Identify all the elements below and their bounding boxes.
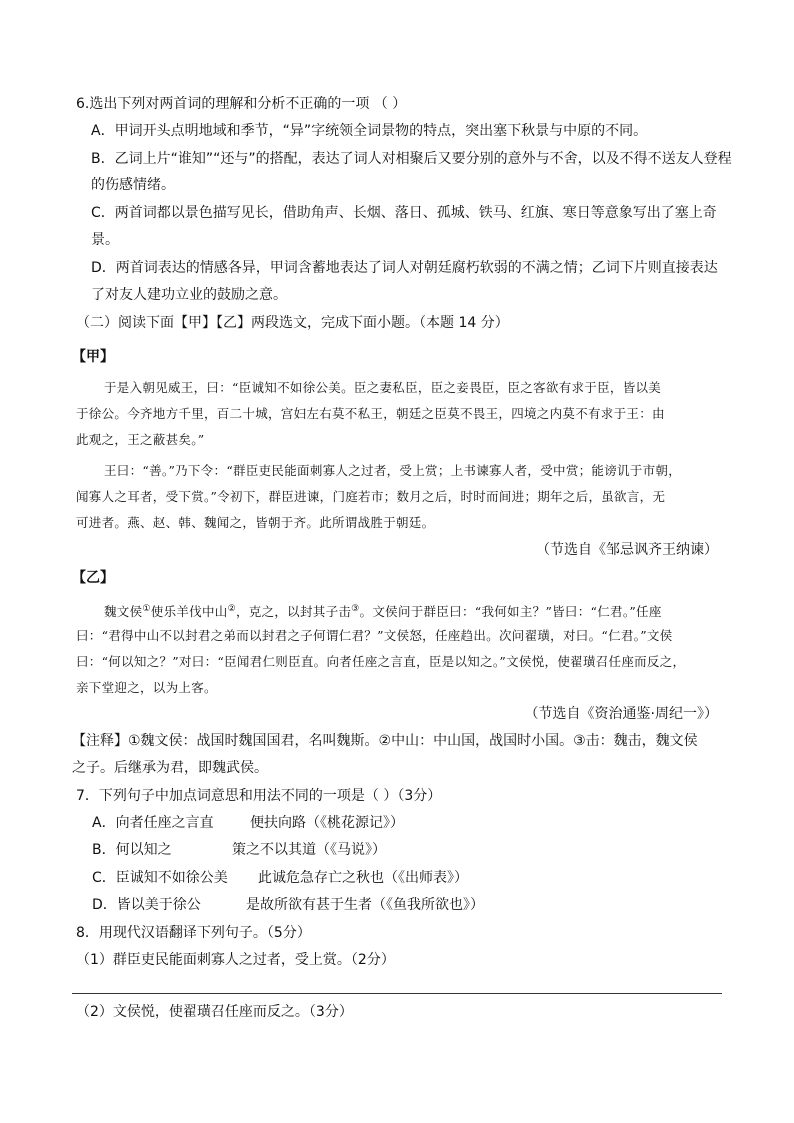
q7-option-d: D．皆以美于徐公 <box>92 897 201 913</box>
passage-yi-line: 亲下堂迎之，以为上客。 <box>76 680 217 695</box>
q6-option-c-line1: C．两首词都以景色描写见长，借助角声、长烟、落日、孤城、铁马、红旗、寒日等意象写出了塞上奇 <box>91 205 717 221</box>
passage-jia-line: 王曰：“善。”乃下令：“群臣吏民能面刺寡人之过者，受上赏；上书谏寡人者，受中赏；能谤讥于市朝， <box>104 463 682 478</box>
q8-stem: 8．用现代汉语翻译下列句子。（5分） <box>76 925 311 941</box>
note-marker-1: ① <box>142 604 151 614</box>
passage-jia-label: 【甲】 <box>72 349 114 365</box>
note-marker-3: ③ <box>351 604 360 614</box>
q7-option-c-compare: 此诚危急存亡之秋也（《出师表》） <box>258 870 468 886</box>
passage-jia-source: （节选自《邹忌讽齐王纳谏） <box>536 542 718 558</box>
note-marker-2: ② <box>227 604 236 614</box>
q8-sentence-1: （1）群臣吏民能面刺寡人之过者，受上赏。（2分） <box>76 952 395 968</box>
passage-yi-line <box>104 599 662 622</box>
q6-option-c-line2: 景。 <box>91 232 119 248</box>
q7-option-a: A．向者任座之言直 <box>92 815 214 831</box>
passage-yi-source: （节选自《资治通鉴·周纪一》） <box>524 706 718 722</box>
q7-option-d-compare: 是故所欲有甚于生者（《鱼我所欲也》） <box>246 897 484 913</box>
q6-option-b-line1: B．乙词上片“谁知”“还与”的搭配，表达了词人对相聚后又要分别的意外与不舍，以及不得不送友人登程 <box>91 151 732 167</box>
notes-line: 之子。后继承为君，即魏武侯。 <box>72 760 268 776</box>
q7-option-b: B．何以知之 <box>92 842 172 858</box>
passage-yi-label: 【乙】 <box>72 570 114 586</box>
passage-jia-line: 此观之，王之蔽甚矣。” <box>76 432 205 447</box>
passage-yi-line: 曰：“君得中山不以封君之弟而以封君之子何谓仁君？”文侯怒，任座趋出。次问翟璜，对曰。“仁君。”文侯 <box>76 628 673 643</box>
q8-sentence-2: （2）文侯悦，使翟璜召任座而反之。（3分） <box>76 1004 353 1020</box>
passage-yi-text: 。文侯问于群臣曰：“我何如主？”皆曰：“仁君。”任座 <box>359 604 662 620</box>
passage-yi-text: 使乐羊伐中山 <box>150 604 228 620</box>
notes-line: 【注释】①魏文侯：战国时魏国国君，名叫魏斯。②中山：中山国，战国时小国。③击：魏击，魏文侯 <box>72 733 698 749</box>
passage-jia-line: 于徐公。今齐地方千里，百二十城，宫妇左右莫不私王，朝廷之臣莫不畏王，四境之内莫不有求于王：由 <box>76 406 665 421</box>
q6-option-b-line2: 的伤感情绪。 <box>91 177 175 193</box>
q6-stem: 6.选出下列对两首词的理解和分析不正确的一项 （ ） <box>76 96 407 112</box>
q7-option-b-compare: 策之不以其道（《马说》） <box>232 842 386 858</box>
q7-option-a-compare: 便扶向路（《桃花源记》） <box>250 815 404 831</box>
passage-jia-line: 可进者。燕、赵、韩、魏闻之，皆朝于齐。此所谓战胜于朝廷。 <box>76 515 435 530</box>
passage-yi-line: 曰：“何以知之？”对曰：“臣闻君仁则臣直。向者任座之言直，臣是以知之。”文侯悦，使翟璜召任座而反之， <box>76 654 686 669</box>
q7-option-c: C．臣诚知不如徐公美 <box>92 870 228 886</box>
q6-option-a: A．甲词开头点明地域和季节，“异”字统领全词景物的特点，突出塞下秋景与中原的不同。 <box>91 123 648 139</box>
passage-yi-text: ，克之，以封其子击 <box>235 604 352 620</box>
passage-yi-text: 魏文侯 <box>104 604 143 620</box>
q7-stem: 7．下列句子中加点词意思和用法不同的一项是（ ）（3分） <box>76 788 442 804</box>
passage-jia-line: 于是入朝见威王，曰：“臣诚知不如徐公美。臣之妻私臣，臣之妾畏臣，臣之客欲有求于臣，皆以美 <box>104 380 662 395</box>
answer-line <box>72 993 722 994</box>
section-intro: （二）阅读下面【甲】【乙】两段选文，完成下面小题。（本题 14 分） <box>76 315 509 331</box>
passage-jia-line: 闻寡人之耳者，受下赏。”令初下，群臣进谏，门庭若市；数月之后，时时而间进；期年之后，虽欲言，无 <box>76 489 666 504</box>
q6-option-d-line1: D．两首词表达的情感各异，甲词含蓄地表达了词人对朝廷腐朽软弱的不满之情；乙词下片则直接表达 <box>91 260 718 276</box>
q6-option-d-line2: 了对友人建功立业的鼓励之意。 <box>91 287 287 303</box>
